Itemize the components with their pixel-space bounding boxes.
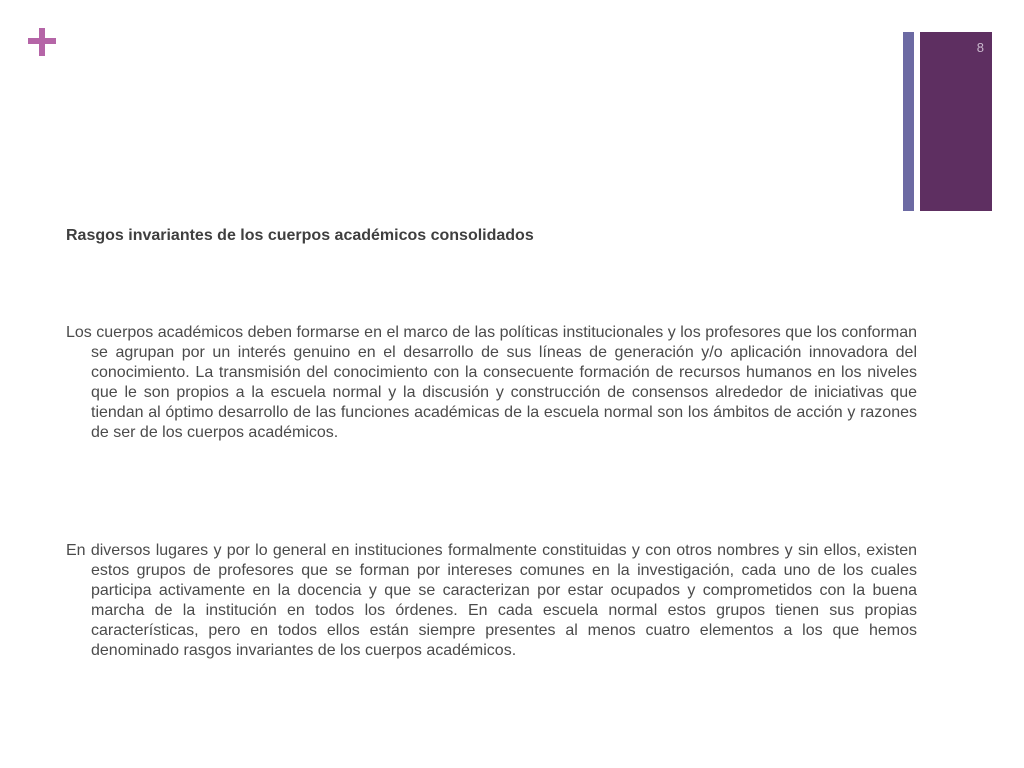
- slide-number: 8: [976, 40, 984, 55]
- body-paragraph-2: En diversos lugares y por lo general en instituciones formalmente constituidas y con otros nombres y sin ellos, existen estos grupos de profesores que se forman por intereses comunes en la investigación, cada uno de los cuales participa activamente en la docencia y que se caracterizan por estar ocupados y comprometidos con la buena marcha de la institución en todos los órdenes. En cada escuela normal estos grupos tienen sus propias características, pero en todos ellos están siempre presentes al menos cuatro elementos a los que hemos denominado rasgos invariantes de los cuerpos académicos.: [66, 542, 917, 659]
- plus-icon-vertical: [39, 28, 45, 56]
- accent-block: [920, 32, 992, 211]
- slide-heading: Rasgos invariantes de los cuerpos académicos consolidados: [66, 227, 534, 244]
- body-paragraph-1: Los cuerpos académicos deben formarse en el marco de las políticas institucionales y los profesores que los conforman se agrupan por un interés genuino en el desarrollo de sus líneas de generación y/o aplicación innovadora del conocimiento. La transmisión del conocimiento con la consecuente formación de recursos humanos en los niveles que le son propios a la escuela normal y la discusión y construcción de consensos alrededor de iniciativas que tiendan al óptimo desarrollo de las funciones académicas de la escuela normal son los ámbitos de acción y razones de ser de los cuerpos académicos.: [66, 324, 917, 441]
- accent-stripe: [903, 32, 914, 211]
- plus-icon: [26, 26, 58, 58]
